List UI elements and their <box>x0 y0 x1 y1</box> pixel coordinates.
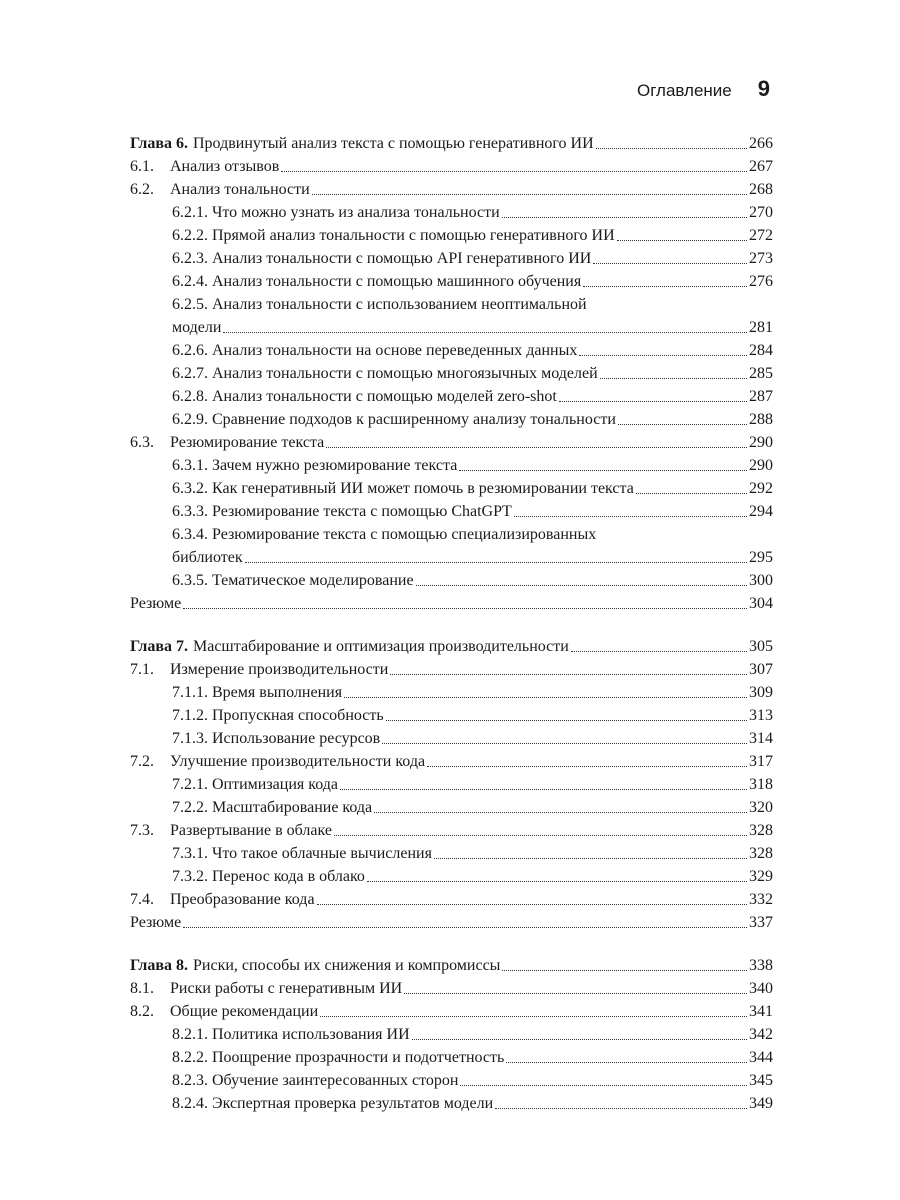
entry-number: 6.3.2. <box>172 480 208 497</box>
dot-leader <box>281 171 747 172</box>
dot-leader <box>223 332 747 333</box>
dot-leader <box>317 904 747 905</box>
toc-entry[interactable] <box>130 681 773 704</box>
entry-title: Резюмирование текста <box>170 434 325 451</box>
entry-title: Анализ тональности на основе переведенных данных <box>212 342 578 359</box>
entry-page: 281 <box>749 319 773 336</box>
toc-entry[interactable] <box>130 796 773 819</box>
toc-entry[interactable] <box>130 727 773 750</box>
dot-leader <box>374 812 747 813</box>
dot-leader <box>183 927 747 928</box>
dot-leader <box>636 493 747 494</box>
entry-page: 341 <box>749 1003 773 1020</box>
entry-title: Экспертная проверка результатов модели <box>212 1095 494 1112</box>
dot-leader <box>583 286 747 287</box>
page-header <box>637 76 770 102</box>
entry-number: 6.2.6. <box>172 342 208 359</box>
entry-page: 273 <box>749 250 773 267</box>
chapter-title: Масштабирование и оптимизация производительности <box>193 638 569 655</box>
dot-leader <box>386 720 747 721</box>
chapter-block <box>130 954 773 1115</box>
toc-entry[interactable] <box>130 865 773 888</box>
entry-number: 7.1.1. <box>172 684 208 701</box>
toc-entry[interactable] <box>130 977 773 1000</box>
dot-leader <box>344 697 747 698</box>
entry-title: Развертывание в облаке <box>170 822 332 839</box>
toc-entry[interactable] <box>130 385 773 408</box>
chapter-label: Глава 6. <box>130 135 188 152</box>
dot-leader <box>382 743 747 744</box>
entry-page: 313 <box>749 707 773 724</box>
chapter-page: 266 <box>749 135 773 152</box>
entry-page: 317 <box>749 753 773 770</box>
toc-entry[interactable] <box>130 270 773 293</box>
entry-number: 8.2.2. <box>172 1049 208 1066</box>
entry-page: 270 <box>749 204 773 221</box>
dot-leader <box>312 194 747 195</box>
entry-number: 6.2.9. <box>172 411 208 428</box>
toc-summary-entry[interactable] <box>130 911 773 934</box>
toc-entry[interactable] <box>130 1069 773 1092</box>
entry-title: Анализ тональности <box>170 181 310 198</box>
toc-entry[interactable] <box>130 247 773 270</box>
toc-entry[interactable] <box>130 842 773 865</box>
entry-number: 6.2.1. <box>172 204 208 221</box>
toc-entry[interactable] <box>130 362 773 385</box>
toc-chapter-entry[interactable] <box>130 954 773 977</box>
toc-entry[interactable] <box>130 658 773 681</box>
toc-entry[interactable] <box>130 155 773 178</box>
dot-leader <box>434 858 747 859</box>
entry-title: Перенос кода в облако <box>212 868 365 885</box>
entry-page: 328 <box>749 822 773 839</box>
entry-number: 6.3.3. <box>172 503 208 520</box>
dot-leader <box>600 378 747 379</box>
entry-title: Зачем нужно резюмирование текста <box>212 457 458 474</box>
toc-chapter-entry[interactable] <box>130 635 773 658</box>
entry-title: Как генеративный ИИ может помочь в резюмировании текста <box>212 480 634 497</box>
entry-title: Анализ тональности с помощью машинного обучения <box>212 273 582 290</box>
entry-number: 6.2.2. <box>172 227 208 244</box>
toc-entry[interactable] <box>130 888 773 911</box>
chapter-page: 338 <box>749 957 773 974</box>
dot-leader <box>412 1039 747 1040</box>
toc-entry[interactable] <box>130 1046 773 1069</box>
entry-page: 292 <box>749 480 773 497</box>
dot-leader <box>495 1108 747 1109</box>
toc-entry[interactable] <box>130 178 773 201</box>
toc-summary-entry[interactable] <box>130 592 773 615</box>
toc-entry[interactable] <box>130 477 773 500</box>
dot-leader <box>367 881 747 882</box>
entry-title: Анализ тональности с помощью моделей zero-shot <box>212 388 557 405</box>
chapter-title: Риски, способы их снижения и компромиссы <box>193 957 501 974</box>
entry-number: 7.3. <box>130 822 154 839</box>
toc-entry-continuation[interactable] <box>130 316 773 339</box>
entry-number: 7.3.1. <box>172 845 208 862</box>
dot-leader <box>559 401 747 402</box>
dot-leader <box>459 470 747 471</box>
toc-entry[interactable] <box>130 569 773 592</box>
toc-entry[interactable] <box>130 224 773 247</box>
entry-title: Резюме <box>130 595 182 612</box>
toc-entry[interactable] <box>130 750 773 773</box>
chapter-label: Глава 7. <box>130 638 188 655</box>
entry-title: Обучение заинтересованных сторон <box>212 1072 459 1089</box>
entry-number: 6.3. <box>130 434 154 451</box>
entry-page: 314 <box>749 730 773 747</box>
chapter-block <box>130 132 773 615</box>
entry-title: Прямой анализ тональности с помощью генеративного ИИ <box>212 227 615 244</box>
entry-page: 342 <box>749 1026 773 1043</box>
entry-number: 7.1.3. <box>172 730 208 747</box>
entry-number: 6.3.1. <box>172 457 208 474</box>
entry-title: Анализ тональности с помощью API генеративного ИИ <box>212 250 592 267</box>
dot-leader <box>579 355 747 356</box>
entry-title: Преобразование кода <box>170 891 315 908</box>
dot-leader <box>502 217 747 218</box>
chapter-title: Продвинутый анализ текста с помощью генеративного ИИ <box>193 135 594 152</box>
entry-page: 345 <box>749 1072 773 1089</box>
entry-title: Тематическое моделирование <box>212 572 414 589</box>
entry-page: 304 <box>749 595 773 612</box>
entry-page: 290 <box>749 434 773 451</box>
dot-leader <box>334 835 747 836</box>
entry-number: 6.2.3. <box>172 250 208 267</box>
dot-leader <box>326 447 747 448</box>
entry-title: Анализ тональности с использованием неоптимальной <box>212 296 587 313</box>
dot-leader <box>404 993 747 994</box>
entry-title: Сравнение подходов к расширенному анализу тональности <box>212 411 616 428</box>
chapter-label: Глава 8. <box>130 957 188 974</box>
dot-leader <box>571 651 747 652</box>
entry-number: 8.2.4. <box>172 1095 208 1112</box>
entry-number: 7.3.2. <box>172 868 208 885</box>
page-number: 9 <box>757 76 770 101</box>
entry-title: Поощрение прозрачности и подотчетность <box>212 1049 505 1066</box>
entry-title: Пропускная способность <box>212 707 384 724</box>
entry-page: 318 <box>749 776 773 793</box>
entry-page: 284 <box>749 342 773 359</box>
toc-entry-line[interactable] <box>130 293 773 316</box>
entry-page: 307 <box>749 661 773 678</box>
entry-page: 287 <box>749 388 773 405</box>
entry-title: Время выполнения <box>212 684 343 701</box>
toc-entry[interactable] <box>130 431 773 454</box>
entry-number: 8.1. <box>130 980 154 997</box>
entry-page: 272 <box>749 227 773 244</box>
entry-page: 290 <box>749 457 773 474</box>
entry-title: Общие рекомендации <box>170 1003 319 1020</box>
entry-title: Политика использования ИИ <box>212 1026 410 1043</box>
entry-number: 6.2.4. <box>172 273 208 290</box>
toc-entry[interactable] <box>130 454 773 477</box>
entry-number: 7.2.2. <box>172 799 208 816</box>
dot-leader <box>618 424 747 425</box>
entry-title: Использование ресурсов <box>212 730 381 747</box>
table-of-contents <box>130 132 773 1115</box>
entry-page: 349 <box>749 1095 773 1112</box>
entry-number: 6.2. <box>130 181 154 198</box>
entry-number: 8.2. <box>130 1003 154 1020</box>
entry-number: 6.2.5. <box>172 296 208 313</box>
dot-leader <box>427 766 747 767</box>
toc-entry-line[interactable] <box>130 523 773 546</box>
entry-page: 268 <box>749 181 773 198</box>
entry-title: Резюмирование текста с помощью специализированных <box>212 526 597 543</box>
toc-entry[interactable] <box>130 339 773 362</box>
entry-page: 332 <box>749 891 773 908</box>
entry-number: 7.1. <box>130 661 154 678</box>
entry-number: 6.3.4. <box>172 526 208 543</box>
dot-leader <box>460 1085 747 1086</box>
entry-title: Что можно узнать из анализа тональности <box>212 204 500 221</box>
toc-entry[interactable] <box>130 1023 773 1046</box>
dot-leader <box>320 1016 747 1017</box>
entry-title-continuation: библиотек <box>172 549 243 566</box>
entry-number: 6.3.5. <box>172 572 208 589</box>
toc-entry[interactable] <box>130 1092 773 1115</box>
dot-leader <box>506 1062 747 1063</box>
entry-number: 7.2.1. <box>172 776 208 793</box>
entry-title: Улучшение производительности кода <box>170 753 426 770</box>
entry-number: 6.2.8. <box>172 388 208 405</box>
toc-entry[interactable] <box>130 500 773 523</box>
entry-title: Резюме <box>130 914 182 931</box>
entry-page: 337 <box>749 914 773 931</box>
dot-leader <box>245 562 747 563</box>
dot-leader <box>340 789 747 790</box>
entry-page: 267 <box>749 158 773 175</box>
entry-number: 8.2.1. <box>172 1026 208 1043</box>
toc-entry[interactable] <box>130 704 773 727</box>
entry-number: 7.4. <box>130 891 154 908</box>
entry-page: 328 <box>749 845 773 862</box>
entry-page: 344 <box>749 1049 773 1066</box>
entry-title: Анализ тональности с помощью многоязычных моделей <box>212 365 598 382</box>
toc-entry[interactable] <box>130 1000 773 1023</box>
dot-leader <box>617 240 747 241</box>
entry-title: Резюмирование текста с помощью ChatGPT <box>212 503 512 520</box>
entry-number: 7.2. <box>130 753 154 770</box>
entry-title-continuation: модели <box>172 319 222 336</box>
entry-title: Оптимизация кода <box>212 776 339 793</box>
toc-entry[interactable] <box>130 773 773 796</box>
entry-title: Что такое облачные вычисления <box>212 845 432 862</box>
chapter-page: 305 <box>749 638 773 655</box>
entry-title: Анализ отзывов <box>170 158 280 175</box>
entry-title: Измерение производительности <box>170 661 389 678</box>
entry-page: 276 <box>749 273 773 290</box>
entry-page: 300 <box>749 572 773 589</box>
entry-title: Масштабирование кода <box>212 799 373 816</box>
toc-chapter-entry[interactable] <box>130 132 773 155</box>
dot-leader <box>593 263 747 264</box>
dot-leader <box>390 674 747 675</box>
toc-entry[interactable] <box>130 201 773 224</box>
entry-page: 288 <box>749 411 773 428</box>
toc-entry-continuation[interactable] <box>130 546 773 569</box>
entry-page: 295 <box>749 549 773 566</box>
dot-leader <box>416 585 747 586</box>
dot-leader <box>502 970 747 971</box>
running-title: Оглавление <box>636 81 732 100</box>
entry-page: 320 <box>749 799 773 816</box>
entry-page: 309 <box>749 684 773 701</box>
entry-title: Риски работы с генеративным ИИ <box>170 980 403 997</box>
dot-leader <box>596 148 747 149</box>
entry-page: 285 <box>749 365 773 382</box>
toc-entry[interactable] <box>130 819 773 842</box>
toc-entry[interactable] <box>130 408 773 431</box>
dot-leader <box>183 608 747 609</box>
entry-number: 6.2.7. <box>172 365 208 382</box>
entry-page: 329 <box>749 868 773 885</box>
entry-number: 8.2.3. <box>172 1072 208 1089</box>
entry-page: 294 <box>749 503 773 520</box>
entry-page: 340 <box>749 980 773 997</box>
entry-number: 6.1. <box>130 158 154 175</box>
chapter-block <box>130 635 773 934</box>
entry-number: 7.1.2. <box>172 707 208 724</box>
dot-leader <box>514 516 747 517</box>
